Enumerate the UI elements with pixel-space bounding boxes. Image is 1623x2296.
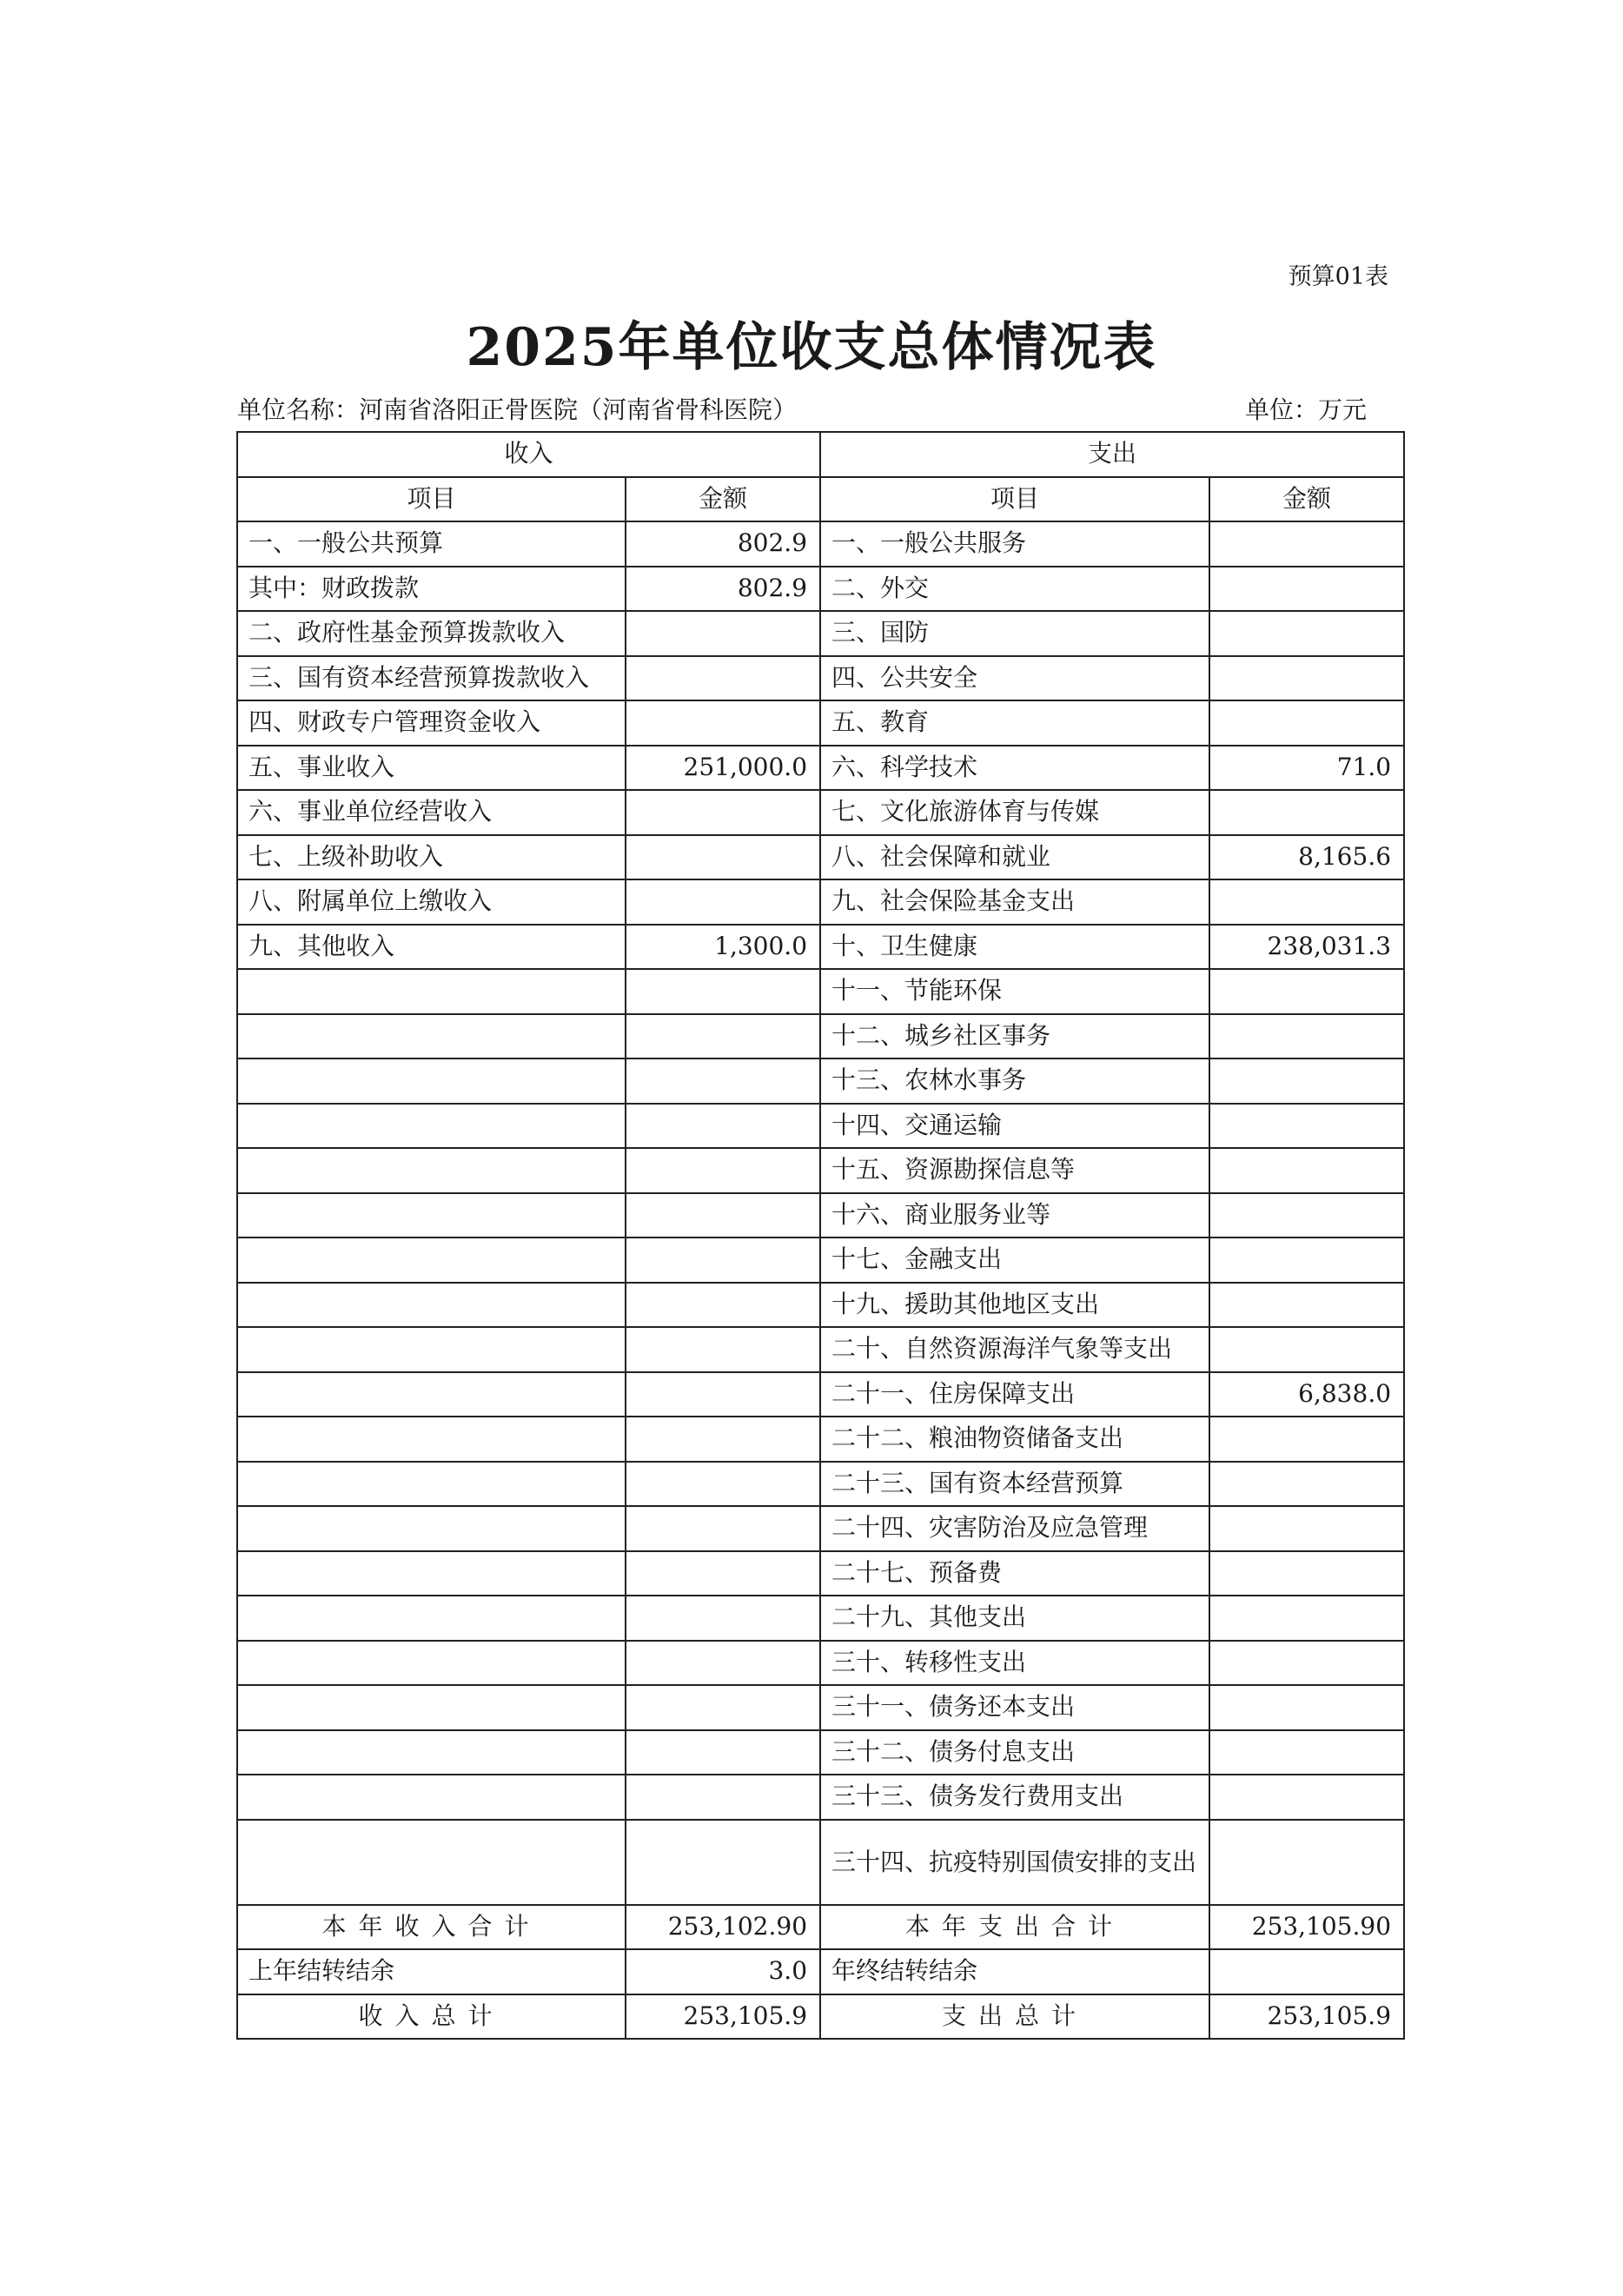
expense-amount-cell: 8,165.6 — [1209, 835, 1404, 880]
year-income-total-label: 本年收入合计 — [237, 1905, 626, 1950]
income-amount-cell: 251,000.0 — [626, 746, 820, 791]
year-expense-total-label: 本年支出合计 — [820, 1905, 1209, 1950]
income-item-cell — [237, 1775, 626, 1820]
expense-item-cell: 三十一、债务还本支出 — [820, 1685, 1209, 1730]
income-item-cell — [237, 1462, 626, 1507]
table-row — [237, 835, 1404, 880]
table-row — [237, 1730, 1404, 1775]
income-amount-cell: 802.9 — [626, 521, 820, 567]
expense-amount-cell — [1209, 790, 1404, 835]
expense-amount-cell — [1209, 1058, 1404, 1104]
expense-item-cell: 十九、援助其他地区支出 — [820, 1283, 1209, 1328]
expense-amount-cell — [1209, 1417, 1404, 1462]
expense-amount-cell — [1209, 1148, 1404, 1193]
income-item-header: 项目 — [237, 477, 626, 522]
income-item-cell — [237, 1596, 626, 1641]
form-number: 预算01表 — [1288, 263, 1388, 290]
expense-item-cell: 六、科学技术 — [820, 746, 1209, 791]
table-row — [237, 1462, 1404, 1507]
expense-grand-total-value: 253,105.9 — [1209, 1994, 1404, 2040]
table-row — [237, 969, 1404, 1014]
income-item-cell — [237, 969, 626, 1014]
table-row — [237, 1417, 1404, 1462]
table-row — [237, 1193, 1404, 1238]
income-amount-cell — [626, 879, 820, 925]
income-amount-cell — [626, 1506, 820, 1551]
income-item-cell — [237, 1417, 626, 1462]
year-end-carryover-value — [1209, 1949, 1404, 1994]
table-row — [237, 1820, 1404, 1905]
expense-amount-cell — [1209, 1506, 1404, 1551]
expense-amount-cell — [1209, 1462, 1404, 1507]
year-total-row — [237, 1905, 1404, 1950]
expense-amount-cell — [1209, 1641, 1404, 1686]
table-row — [237, 746, 1404, 791]
income-amount-cell — [626, 1238, 820, 1283]
expense-amount-cell — [1209, 521, 1404, 567]
expense-item-cell: 二、外交 — [820, 567, 1209, 612]
expense-amount-header: 金额 — [1209, 477, 1404, 522]
expense-item-cell: 五、教育 — [820, 700, 1209, 746]
expense-item-cell: 三十四、抗疫特别国债安排的支出 — [820, 1820, 1209, 1905]
expense-item-cell: 十六、商业服务业等 — [820, 1193, 1209, 1238]
income-amount-cell — [626, 1327, 820, 1372]
expense-amount-cell — [1209, 1193, 1404, 1238]
expense-amount-cell — [1209, 700, 1404, 746]
income-amount-cell — [626, 969, 820, 1014]
income-section-header: 收入 — [237, 432, 820, 477]
grand-total-row — [237, 1994, 1404, 2040]
income-amount-cell — [626, 700, 820, 746]
expense-item-cell: 十二、城乡社区事务 — [820, 1014, 1209, 1059]
table-row — [237, 1238, 1404, 1283]
income-item-cell: 一、一般公共预算 — [237, 521, 626, 567]
year-expense-total-value: 253,105.90 — [1209, 1905, 1404, 1950]
table-row — [237, 611, 1404, 656]
income-amount-cell — [626, 1551, 820, 1596]
expense-item-cell: 二十三、国有资本经营预算 — [820, 1462, 1209, 1507]
income-item-cell — [237, 1148, 626, 1193]
income-grand-total-value: 253,105.9 — [626, 1994, 820, 2040]
income-amount-cell — [626, 656, 820, 701]
carryover-row — [237, 1949, 1404, 1994]
income-amount-cell — [626, 1417, 820, 1462]
income-amount-cell — [626, 1283, 820, 1328]
year-end-carryover-label: 年终结转结余 — [820, 1949, 1209, 1994]
expense-amount-cell — [1209, 656, 1404, 701]
table-row — [237, 1775, 1404, 1820]
table-row — [237, 1506, 1404, 1551]
expense-amount-cell — [1209, 1596, 1404, 1641]
expense-amount-cell: 6,838.0 — [1209, 1372, 1404, 1417]
table-row — [237, 1641, 1404, 1686]
expense-item-cell: 二十二、粮油物资储备支出 — [820, 1417, 1209, 1462]
expense-item-header: 项目 — [820, 477, 1209, 522]
unit-name-label: 单位名称：河南省洛阳正骨医院（河南省骨科医院） — [237, 395, 798, 424]
income-amount-cell: 802.9 — [626, 567, 820, 612]
page-title: 2025年单位收支总体情况表 — [466, 317, 1157, 378]
expense-item-cell: 二十七、预备费 — [820, 1551, 1209, 1596]
table-row — [237, 656, 1404, 701]
income-item-cell — [237, 1506, 626, 1551]
expense-item-cell: 九、社会保险基金支出 — [820, 879, 1209, 925]
expense-item-cell: 十五、资源勘探信息等 — [820, 1148, 1209, 1193]
income-item-cell: 三、国有资本经营预算拨款收入 — [237, 656, 626, 701]
income-item-cell — [237, 1327, 626, 1372]
income-item-cell: 七、上级补助收入 — [237, 835, 626, 880]
expense-amount-cell — [1209, 1327, 1404, 1372]
expense-amount-cell — [1209, 969, 1404, 1014]
expense-grand-total-label: 支出总计 — [820, 1994, 1209, 2040]
expense-item-cell: 三十三、债务发行费用支出 — [820, 1775, 1209, 1820]
income-amount-cell — [626, 1685, 820, 1730]
income-item-cell — [237, 1193, 626, 1238]
table-row — [237, 1551, 1404, 1596]
income-amount-cell — [626, 1820, 820, 1905]
table-row — [237, 1104, 1404, 1149]
income-item-cell: 六、事业单位经营收入 — [237, 790, 626, 835]
expense-item-cell: 十三、农林水事务 — [820, 1058, 1209, 1104]
expense-item-cell: 七、文化旅游体育与传媒 — [820, 790, 1209, 835]
expense-item-cell: 四、公共安全 — [820, 656, 1209, 701]
income-item-cell — [237, 1104, 626, 1149]
expense-amount-cell — [1209, 1104, 1404, 1149]
income-item-cell — [237, 1058, 626, 1104]
expense-item-cell: 十四、交通运输 — [820, 1104, 1209, 1149]
table-row — [237, 925, 1404, 970]
income-item-cell — [237, 1372, 626, 1417]
income-item-cell: 二、政府性基金预算拨款收入 — [237, 611, 626, 656]
table-row — [237, 1685, 1404, 1730]
income-item-cell: 五、事业收入 — [237, 746, 626, 791]
expense-section-header: 支出 — [820, 432, 1404, 477]
table-row — [237, 1058, 1404, 1104]
income-item-cell — [237, 1820, 626, 1905]
income-item-cell: 其中：财政拨款 — [237, 567, 626, 612]
expense-item-cell: 十、卫生健康 — [820, 925, 1209, 970]
income-grand-total-label: 收入总计 — [237, 1994, 626, 2040]
year-income-total-value: 253,102.90 — [626, 1905, 820, 1950]
expense-item-cell: 一、一般公共服务 — [820, 521, 1209, 567]
table-row — [237, 790, 1404, 835]
expense-item-cell: 八、社会保障和就业 — [820, 835, 1209, 880]
income-amount-cell — [626, 835, 820, 880]
expense-amount-cell — [1209, 1551, 1404, 1596]
income-amount-cell — [626, 1730, 820, 1775]
income-amount-cell — [626, 1014, 820, 1059]
table-row — [237, 1148, 1404, 1193]
expense-amount-cell — [1209, 1283, 1404, 1328]
income-item-cell — [237, 1685, 626, 1730]
income-item-cell: 九、其他收入 — [237, 925, 626, 970]
income-item-cell — [237, 1283, 626, 1328]
table-row — [237, 521, 1404, 567]
income-item-cell — [237, 1014, 626, 1059]
income-amount-cell — [626, 611, 820, 656]
table-row — [237, 879, 1404, 925]
income-item-cell: 四、财政专户管理资金收入 — [237, 700, 626, 746]
expense-item-cell: 二十一、住房保障支出 — [820, 1372, 1209, 1417]
table-body — [237, 521, 1404, 1905]
income-amount-cell — [626, 1193, 820, 1238]
table-row — [237, 1596, 1404, 1641]
income-amount-cell — [626, 1058, 820, 1104]
income-amount-cell — [626, 1596, 820, 1641]
table-row — [237, 567, 1404, 612]
income-amount-cell — [626, 1641, 820, 1686]
expense-item-cell: 三十、转移性支出 — [820, 1641, 1209, 1686]
expense-amount-cell — [1209, 567, 1404, 612]
table-meta — [237, 391, 1367, 426]
income-amount-cell — [626, 790, 820, 835]
expense-amount-cell — [1209, 611, 1404, 656]
expense-amount-cell — [1209, 1685, 1404, 1730]
table-row — [237, 1372, 1404, 1417]
expense-item-cell: 十七、金融支出 — [820, 1238, 1209, 1283]
income-item-cell — [237, 1551, 626, 1596]
income-amount-cell — [626, 1104, 820, 1149]
section-header-row — [237, 432, 1404, 477]
income-item-cell — [237, 1730, 626, 1775]
table-row — [237, 1283, 1404, 1328]
income-item-cell — [237, 1238, 626, 1283]
income-amount-cell — [626, 1775, 820, 1820]
expense-item-cell: 十一、节能环保 — [820, 969, 1209, 1014]
expense-amount-cell — [1209, 1238, 1404, 1283]
expense-item-cell: 三、国防 — [820, 611, 1209, 656]
income-amount-header: 金额 — [626, 477, 820, 522]
expense-item-cell: 三十二、债务付息支出 — [820, 1730, 1209, 1775]
expense-item-cell: 二十九、其他支出 — [820, 1596, 1209, 1641]
income-item-cell: 八、附属单位上缴收入 — [237, 879, 626, 925]
income-amount-cell: 1,300.0 — [626, 925, 820, 970]
expense-item-cell: 二十、自然资源海洋气象等支出 — [820, 1327, 1209, 1372]
expense-item-cell: 二十四、灾害防治及应急管理 — [820, 1506, 1209, 1551]
budget-table — [236, 431, 1405, 2040]
table-row — [237, 700, 1404, 746]
expense-amount-cell — [1209, 879, 1404, 925]
income-amount-cell — [626, 1372, 820, 1417]
income-item-cell — [237, 1641, 626, 1686]
expense-amount-cell — [1209, 1820, 1404, 1905]
column-header-row — [237, 477, 1404, 522]
table-row — [237, 1014, 1404, 1059]
expense-amount-cell — [1209, 1730, 1404, 1775]
prev-carryover-value: 3.0 — [626, 1949, 820, 1994]
income-amount-cell — [626, 1148, 820, 1193]
currency-unit-label: 单位：万元 — [1244, 395, 1367, 424]
prev-carryover-label: 上年结转结余 — [237, 1949, 626, 1994]
table-row — [237, 1327, 1404, 1372]
expense-amount-cell: 71.0 — [1209, 746, 1404, 791]
income-amount-cell — [626, 1462, 820, 1507]
expense-amount-cell: 238,031.3 — [1209, 925, 1404, 970]
expense-amount-cell — [1209, 1014, 1404, 1059]
expense-amount-cell — [1209, 1775, 1404, 1820]
